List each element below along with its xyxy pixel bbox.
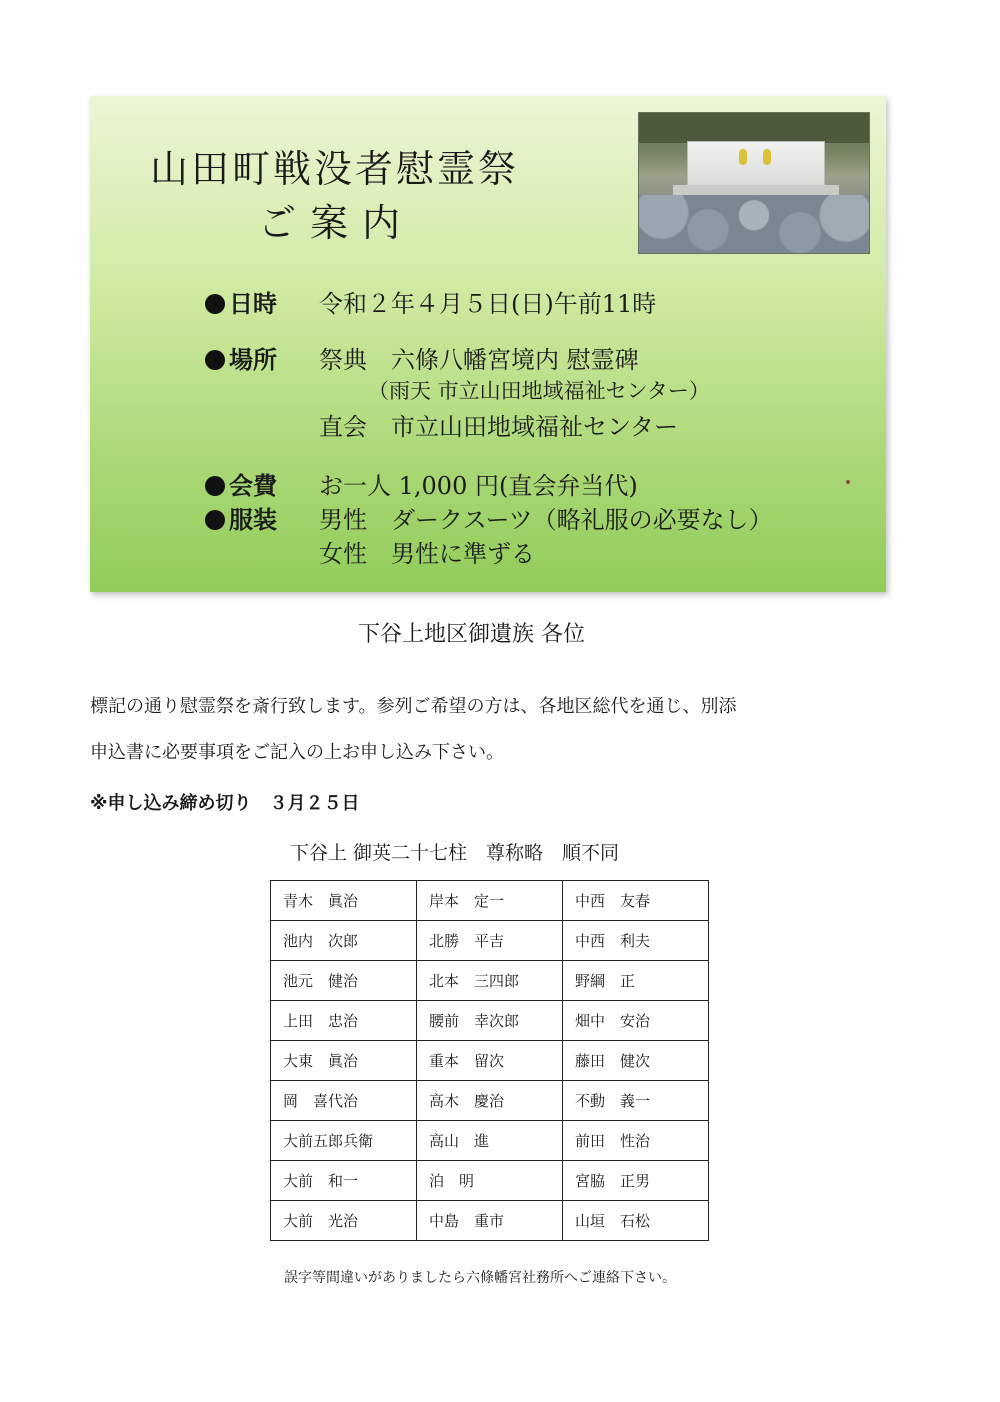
name-cell: 重本 留次: [417, 1041, 563, 1081]
name-cell: 池元 健治: [271, 961, 417, 1001]
table-row: [271, 1081, 709, 1121]
bullet-icon: [205, 476, 225, 496]
name-cell: 大前五郎兵衛: [271, 1121, 417, 1161]
fee-value: お一人 1,000 円(直会弁当代): [319, 472, 638, 500]
recipient: 下谷上地区御遺族 各位: [358, 622, 585, 647]
table-row: [271, 961, 709, 1001]
table-row: [271, 1161, 709, 1201]
footnote: 誤字等間違いがありましたら六條幡宮社務所へご連絡下さい。: [284, 1270, 676, 1286]
place-label: 場所: [229, 345, 277, 374]
name-cell: 北本 三四郎: [417, 961, 563, 1001]
name-cell: 中西 友春: [563, 881, 709, 921]
place-gathering: 直会 市立山田地域福祉センター: [319, 413, 679, 441]
bullet-icon: [205, 350, 225, 370]
name-cell: 泊 明: [417, 1161, 563, 1201]
table-row: [271, 1201, 709, 1241]
table-row: [271, 881, 709, 921]
list-title: 下谷上 御英二十七柱 尊称略 順不同: [290, 842, 620, 864]
name-cell: 青木 眞治: [271, 881, 417, 921]
datetime-value: 令和２年４月５日(日)午前11時: [319, 290, 657, 318]
table-row: [271, 1001, 709, 1041]
bullet-icon: [205, 294, 225, 314]
body-line-2: 申込書に必要事項をご記入の上お申し込み下さい。: [90, 742, 504, 763]
name-cell: 野綱 正: [563, 961, 709, 1001]
name-cell: 畑中 安治: [563, 1001, 709, 1041]
name-cell: 中島 重市: [417, 1201, 563, 1241]
dress-label: 服装: [229, 505, 277, 534]
name-cell: 腰前 幸次郎: [417, 1001, 563, 1041]
name-cell: 大前 和一: [271, 1161, 417, 1201]
name-cell: 高山 進: [417, 1121, 563, 1161]
body-line-1: 標記の通り慰霊祭を斎行致します。参列ご希望の方は、各地区総代を通じ、別添: [90, 696, 737, 717]
name-cell: 高木 慶治: [417, 1081, 563, 1121]
name-cell: 中西 利夫: [563, 921, 709, 961]
deadline: ※申し込み締め切り ３月２５日: [90, 793, 360, 814]
paper-speck: [846, 480, 850, 484]
fee-label: 会費: [229, 471, 277, 500]
name-cell: 大前 光治: [271, 1201, 417, 1241]
name-cell: 山垣 石松: [563, 1201, 709, 1241]
name-cell: 北勝 平吉: [417, 921, 563, 961]
table-row: [271, 1121, 709, 1161]
memorial-photo: [638, 112, 870, 254]
name-cell: 上田 忠治: [271, 1001, 417, 1041]
page-subtitle: ご案内: [258, 201, 415, 245]
dress-men: 男性 ダークスーツ（略礼服の必要なし）: [319, 506, 773, 534]
dress-women: 女性 男性に準ずる: [319, 540, 535, 568]
name-cell: 不動 義一: [563, 1081, 709, 1121]
name-cell: 藤田 健次: [563, 1041, 709, 1081]
page-title: 山田町戦没者慰霊祭: [150, 147, 520, 191]
place-rain: （雨天 市立山田地域福祉センター）: [368, 379, 710, 403]
table-row: [271, 1041, 709, 1081]
place-ceremony: 祭典 六條八幡宮境内 慰霊碑: [319, 346, 639, 374]
bullet-icon: [205, 510, 225, 530]
names-table: [270, 880, 709, 1241]
name-cell: 岸本 定一: [417, 881, 563, 921]
name-cell: 前田 性治: [563, 1121, 709, 1161]
name-cell: 池内 次郎: [271, 921, 417, 961]
datetime-label: 日時: [229, 289, 277, 318]
name-cell: 大東 眞治: [271, 1041, 417, 1081]
table-row: [271, 921, 709, 961]
name-cell: 宮脇 正男: [563, 1161, 709, 1201]
name-cell: 岡 喜代治: [271, 1081, 417, 1121]
